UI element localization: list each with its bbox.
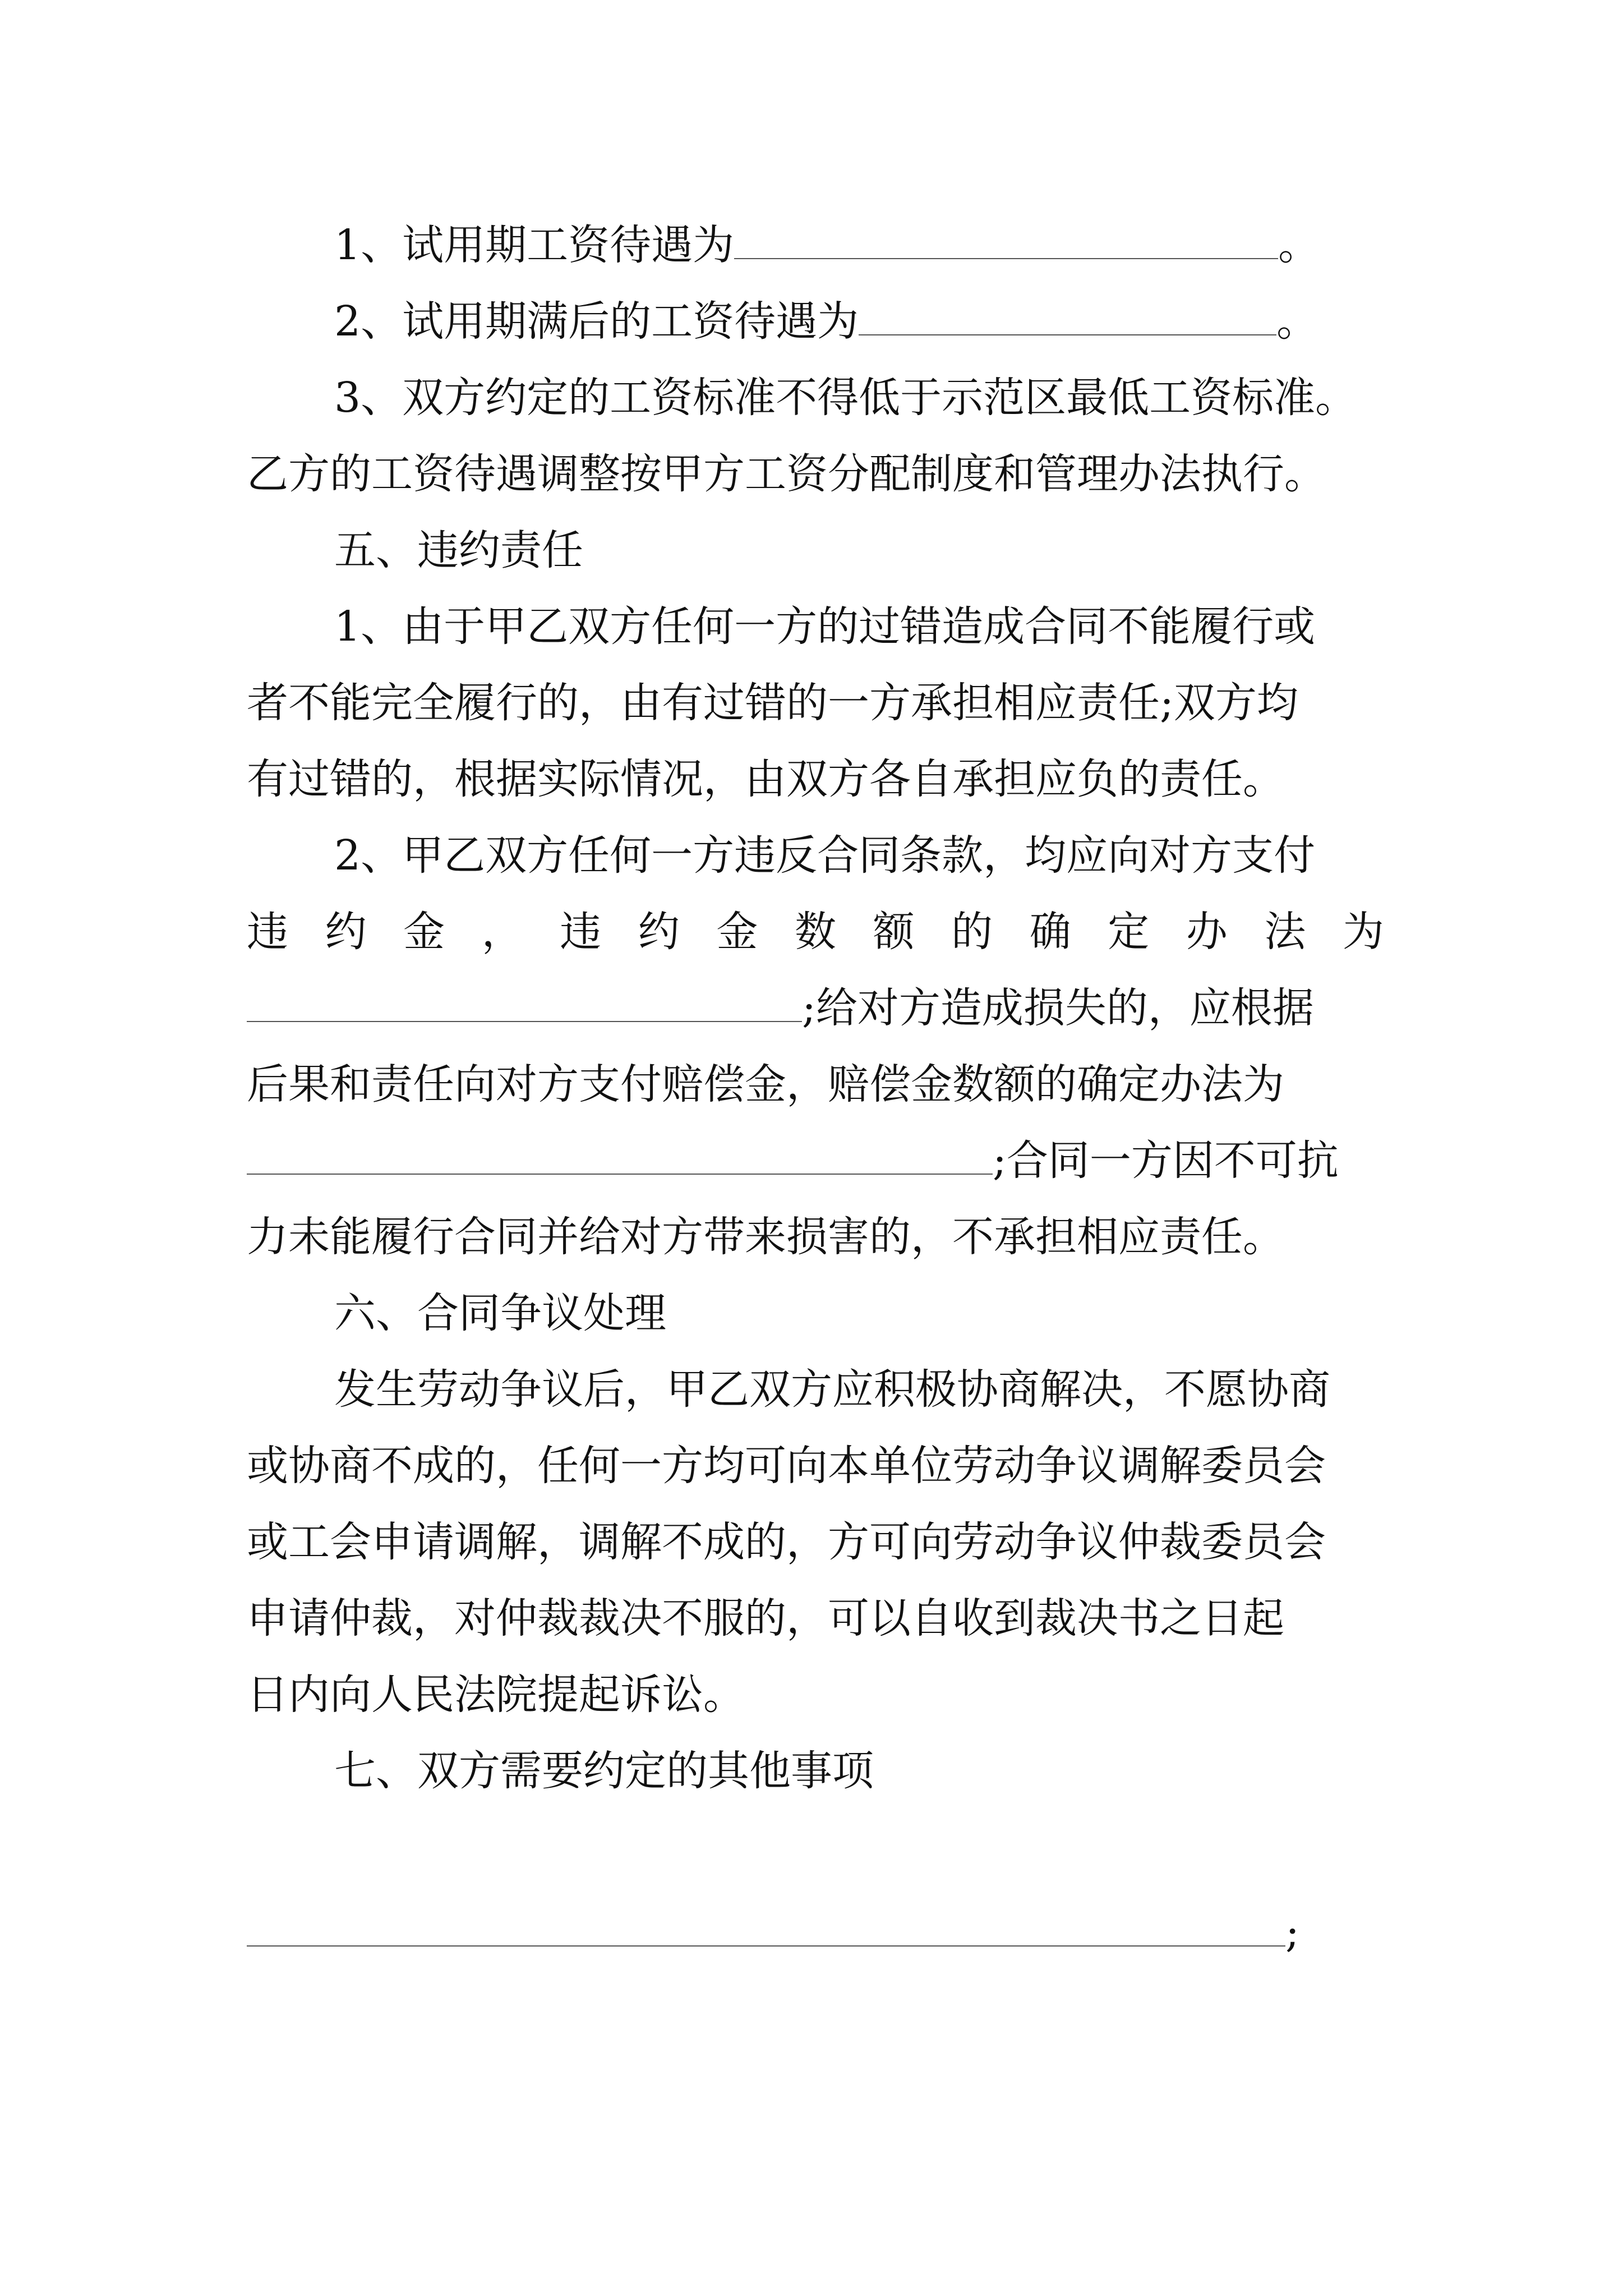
breach-p2-line-5-text: ;合同一方因不可抗 xyxy=(993,1137,1339,1185)
wage-item-3-line-2: 乙方的工资待遇调整按甲方工资分配制度和管理办法执行。 xyxy=(247,450,1326,498)
wage-item-1 xyxy=(334,214,1320,276)
breach-p1-line-2: 者不能完全履行的，由有过错的一方承担相应责任;双方均 xyxy=(247,679,1298,727)
breach-p1-line-3: 有过错的，根据实际情况，由双方各自承担应负的责任。 xyxy=(247,755,1284,803)
other-matters-blank[interactable] xyxy=(247,1911,1285,1947)
breach-p1-line-1: 1、由于甲乙双方任何一方的过错造成合同不能履行或 xyxy=(334,602,1316,651)
wage-item-2-text: 2、试用期满后的工资待遇为 xyxy=(334,297,859,346)
breach-compensation-blank[interactable] xyxy=(247,1139,993,1175)
dispute-line-1: 发生劳动争议后，甲乙双方应积极协商解决，不愿协商 xyxy=(334,1365,1330,1414)
breach-p2-line-3-text: ;给对方造成损失的，应根据 xyxy=(802,984,1314,1032)
breach-p2-line-4: 后果和责任向对方支付赔偿金，赔偿金数额的确定办法为 xyxy=(247,1060,1284,1108)
dispute-heading: 六、合同争议处理 xyxy=(334,1289,666,1337)
breach-p2-line-3 xyxy=(247,977,1314,1039)
wage-item-1-text: 1、试用期工资待遇为 xyxy=(334,221,735,269)
wage-item-2-blank[interactable] xyxy=(859,300,1276,335)
wage-item-3-line-1: 3、双方约定的工资标准不得低于示范区最低工资标准。 xyxy=(334,374,1357,422)
other-blank-line xyxy=(247,1902,1299,1963)
dispute-line-2: 或协商不成的，任何一方均可向本单位劳动争议调解委员会 xyxy=(247,1442,1326,1490)
breach-heading: 五、违约责任 xyxy=(334,526,583,574)
wage-item-1-blank[interactable] xyxy=(734,223,1278,259)
breach-p2-line-6: 力未能履行合同并给对方带来损害的，不承担相应责任。 xyxy=(247,1213,1284,1261)
wage-item-1-end: 。 xyxy=(1278,221,1320,269)
other-heading: 七、双方需要约定的其他事项 xyxy=(334,1747,874,1795)
breach-penalty-blank[interactable] xyxy=(247,986,802,1022)
breach-p2-line-5 xyxy=(247,1130,1339,1191)
dispute-line-4: 申请仲裁，对仲裁裁决不服的，可以自收到裁决书之日起 xyxy=(247,1594,1284,1642)
breach-p2-line-2: 违约金，违约金数额的确定办法为 xyxy=(247,908,1384,956)
breach-p2-line-1: 2、甲乙双方任何一方违反合同条款，均应向对方支付 xyxy=(334,831,1316,880)
dispute-line-5: 日内向人民法院提起诉讼。 xyxy=(247,1671,745,1719)
wage-item-2-end: 。 xyxy=(1276,297,1318,346)
other-end: ; xyxy=(1285,1908,1299,1957)
wage-item-2 xyxy=(334,291,1318,352)
dispute-line-3: 或工会申请调解，调解不成的，方可向劳动争议仲裁委员会 xyxy=(247,1518,1326,1566)
